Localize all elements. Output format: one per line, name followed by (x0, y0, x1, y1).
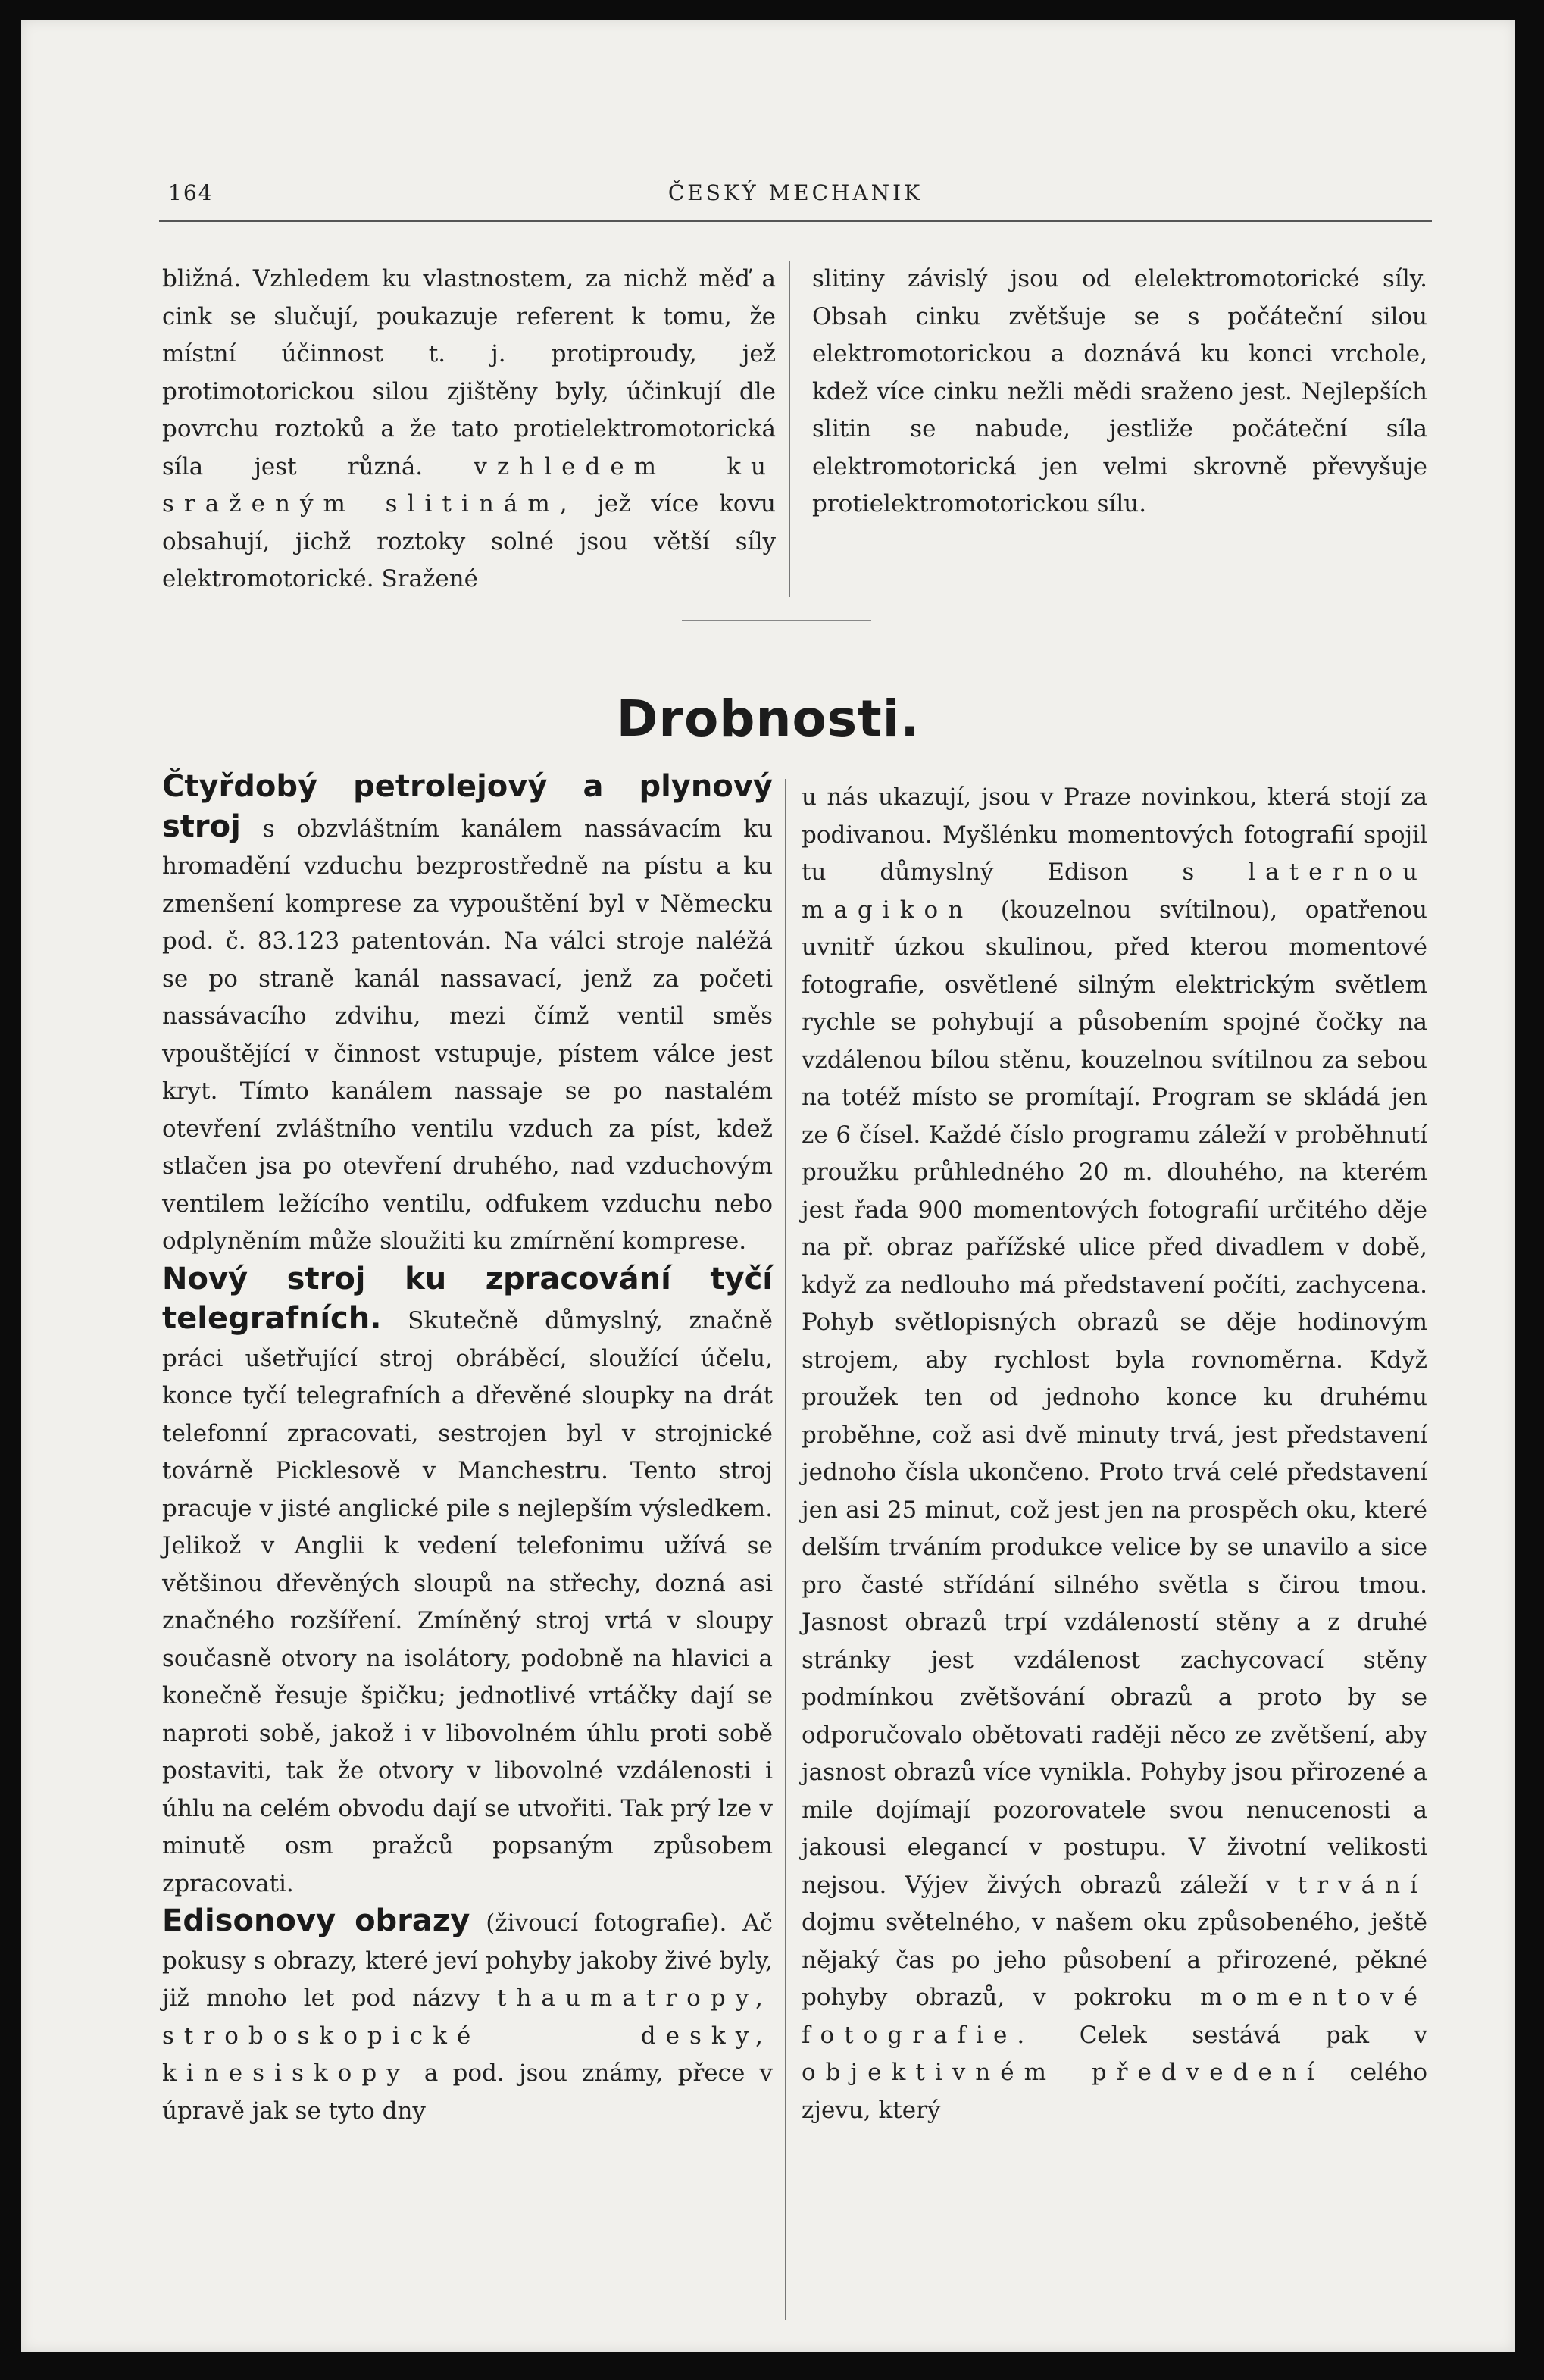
continuation-spaced-1: laternou magikon (802, 858, 1427, 924)
article-2-body: Skutečně důmyslný, značně práci ušetřující stroj obráběcí, sloužící účelu, konce tyčí telegrafních a dřevěné sloupky na drát telefonní zpracovati, sestrojen byl v strojnické továrně Picklesově v Manchestru. Tento stroj pracuje v jisté anglické pile s nejlepším výsledkem. Jelikož v Anglii k vedení telefonimu užívá se většinou dřevěných sloupů na střechy, dozná asi značného rozšíření. Zmíněný stroj vrtá v sloupy současně otvory na isolátory, podobně na hlavici a konečně řesuje špičku; jednotlivé vrtáčky dají se naproti sobě, jakož i v libovolném úhlu proti sobě postaviti, tak že otvory v libovolné vzdálenosti i úhlu na celém obvodu dají se utvořiti. Tak prý lze v minutě osm pražců popsaným způsobem zpracovati. (162, 1307, 773, 1897)
article-3-subtitle: (živoucí fotografie). (486, 1909, 727, 1937)
page-number: 164 (168, 180, 214, 205)
continuation-text-1: u nás ukazují, jsou v Praze novinkou, která stojí za podivanou. Myšlénku momentových fotografií spojil tu důmyslný Edison s (802, 783, 1427, 886)
top-left-paragraph (162, 261, 776, 599)
bottom-left-column (162, 768, 773, 2130)
article-2 (162, 1261, 773, 1903)
top-left-text-1: bližná. Vzhledem ku vlastnostem, za nichž měď a cink se slučují, poukazuje referent k tomu, že místní účinnost t. j. protiproudy, jež protimotorickou silou zjištěny byly, účinkují dle povrchu roztoků a že tato protielektromotorická síla jest různá. (162, 265, 776, 480)
section-title: Drobnosti. (616, 690, 920, 748)
page-content (21, 20, 1515, 2352)
top-left-text-2: jež více kovu obsahují, jichž roztoky solné jsou větší síly elektromotorické. Sražené (162, 490, 776, 593)
article-2-title: Nový stroj ku zpracování tyčí telegrafních. (162, 1261, 773, 1336)
top-right-paragraph: slitiny závislý jsou od elelektromotorické síly. Obsah cinku zvětšuje se s počáteční silou elektromotorickou a doznává ku konci vrchole, kdež více cinku nežli mědi sraženo jest. Nejlepších slitin se nabude, jestliže počáteční síla elektromotorická jen velmi skrovně převyšuje protielektromotorickou sílu. (812, 265, 1427, 518)
bottom-column-divider (785, 779, 786, 2320)
continuation-text-5: celého zjevu, který (802, 2059, 1428, 2124)
article-3-body-b: a pod. jsou známy, přece v úpravě jak se tyto dny (162, 2059, 773, 2125)
top-left-spaced-text: vzhledem ku sraženým slitinám, (162, 452, 777, 518)
header-rule (159, 220, 1432, 222)
top-left-column (162, 261, 776, 599)
section-rule (682, 620, 871, 621)
continuation-text-4: Celek sestává pak v (1079, 2021, 1427, 2049)
continuation-text-3: dojmu světelného, v našem oku způsobeného, ještě nějaký čas po jeho působení a přirozené, pěkné pohyby obrazů, v pokroku (802, 1909, 1427, 2011)
continuation-spaced-2: trvání (1297, 1871, 1427, 1899)
article-3-continuation (802, 779, 1427, 2129)
continuation-spaced-4: objektivném předvedení (802, 2059, 1324, 2086)
running-head (159, 176, 1432, 211)
continuation-text-2: (kouzelnou svítilnou), opatřenou uvnitř úzkou skulinou, před kterou momentové fotografie, osvětlené silným elektrickým světlem rychle se pohybují a působením spojné čočky na vzdálenou bílou stěnu, kouzelnou svítilnou za sebou na totéž místo se promítají. Program se skládá jen ze 6 čísel. Každé číslo programu záleží v proběhnutí proužku průhledného 20 m. dlouhého, na kterém jest řada 900 momentových fotografií určitého děje na př. obraz pařížské ulice před divadlem v době, když za nedlouho má představení počíti, zachycena. Pohyb světlopisných obrazů se děje hodinovým strojem, aby rychlost byla rovnoměrna. Když proužek ten od jednoho konce ku druhému proběhne, což asi dvě minuty trvá, jest představení jednoho čísla ukončeno. Proto trvá celé představení jen asi 25 minut, což jest jen na prospěch oku, které delším trváním produkce velice by se unavilo a sice pro časté střídání silného světla s čirou tmou. Jasnost obrazů trpí vzdáleností stěny a z druhé stránky jest vzdálenost zachycovací stěny podmínkou zvětšování obrazů a proto by se odporučovalo obětovati raději něco ze zvětšení, aby jasnost obrazů více vynikla. Pohyby jsou přirozené a mile dojímají pozorovatele svou nenucenosti a jakousi elegancí v postupu. V životní velikosti nejsou. Výjev živých obrazů záleží v (802, 896, 1427, 1899)
article-3-body-a: Ač pokusy s obrazy, které jeví pohyby jakoby živé byly, již mnoho let pod názvy (162, 1909, 773, 2012)
top-right-column (812, 261, 1427, 524)
article-3-spaced-terms: thaumatropy, stroboskopické desky, kinesiskopy (162, 1984, 773, 2087)
continuation-spaced-3: momentové fotografie. (802, 1984, 1428, 2049)
article-1-title: Čtyřdobý petrolejový a plynový stroj (162, 769, 773, 844)
article-1-body: s obzvláštním kanálem nassávacím ku hromadění vzduchu bezprostředně na pístu a ku zmenšení komprese za vypouštění byl v Německu pod. č. 83.123 patentován. Na válci stroje naléžá se po straně kanál nassavací, jenž za početi nassávacího zdvihu, mezi čímž ventil směs vpouštějící v činnost vstupuje, pístem válce jest kryt. Tímto kanálem nassaje se po nastalém otevření zvláštního ventilu vzduch za píst, kdež stlačen jsa po otevření druhého, nad vzduchovým ventilem ležícího ventilu, odfukem vzduchu nebo odplyněním může sloužiti ku zmírnění komprese. (162, 815, 774, 1255)
article-3-title: Edisonovy obrazy (162, 1903, 470, 1938)
journal-title: ČESKÝ MECHANIK (667, 180, 924, 205)
top-column-divider (789, 261, 790, 597)
article-3 (162, 1903, 773, 2130)
article-1 (162, 768, 773, 1261)
page (21, 20, 1515, 2352)
bottom-right-column (802, 779, 1427, 2129)
